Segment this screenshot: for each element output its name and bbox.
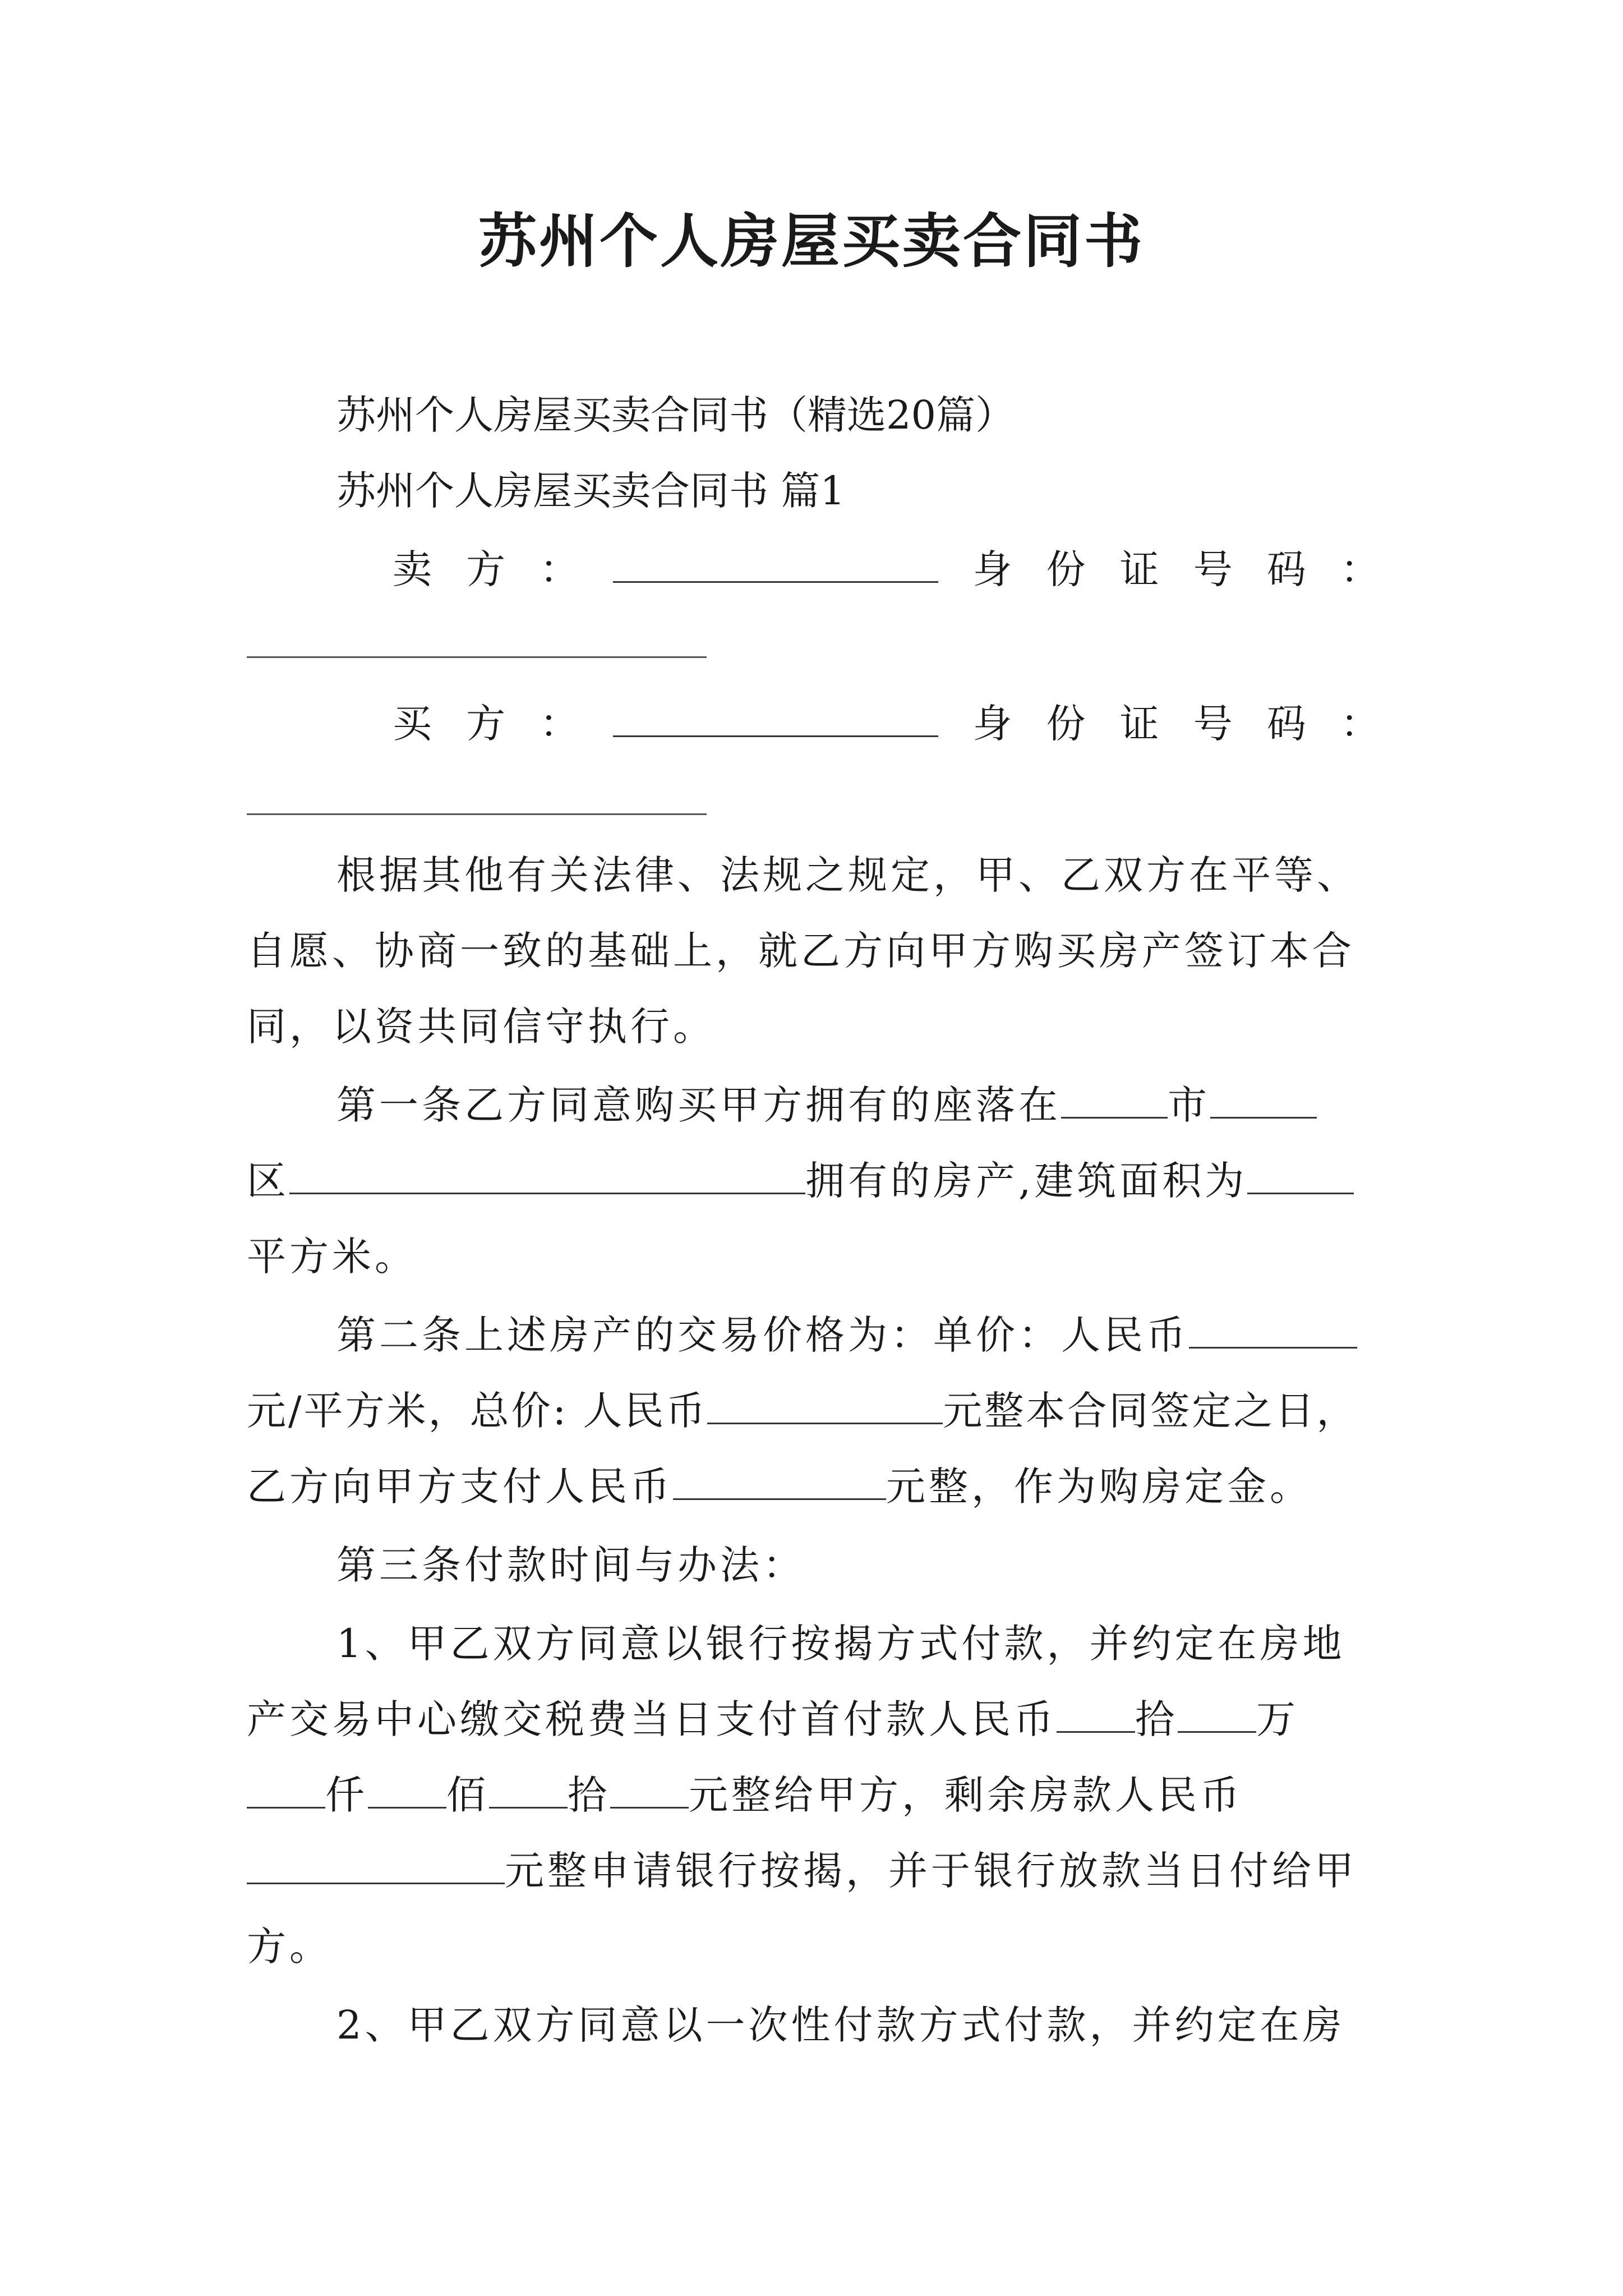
total-price-blank[interactable]: [707, 1391, 943, 1424]
article3-p1-text-a: 产交易中心缴交税费当日支付首付款人民币: [247, 1696, 1057, 1742]
article2-text-a: 第二条上述房产的交易价格为：单价：人民币: [336, 1312, 1189, 1358]
article2-line-3: [247, 1458, 1391, 1515]
buyer-id-1: 身: [972, 701, 1012, 747]
article3-p1-text-d: 仟: [325, 1772, 368, 1818]
down-payment-blank-2[interactable]: [1178, 1700, 1256, 1733]
para1-line-2: 自愿、协商一致的基础上，就乙方向甲方购买房产签订本合: [247, 928, 1355, 974]
article3-p1-text-e: 佰: [446, 1772, 489, 1818]
seller-id-colon: ：: [1340, 546, 1380, 592]
seller-id-2: 份: [1046, 546, 1086, 592]
article3-p1-line-5: 方。: [247, 1924, 332, 1970]
down-payment-blank-1[interactable]: [1057, 1700, 1135, 1733]
address-blank[interactable]: [289, 1161, 805, 1194]
article2-line-2: [247, 1383, 1391, 1439]
seller-id-blank[interactable]: [247, 656, 707, 658]
article3-p1-line-2: [247, 1691, 1391, 1747]
article3-p1-text-h: 元整申请银行按揭，并于银行放款当日付给甲: [505, 1848, 1357, 1894]
article1-line-3: 平方米。: [247, 1234, 417, 1280]
buyer-id-4: 号: [1193, 701, 1233, 747]
article3-p1-text-f: 拾: [568, 1772, 610, 1818]
seller-id-3: 证: [1119, 546, 1159, 592]
down-payment-blank-4[interactable]: [368, 1775, 446, 1809]
section-heading: 苏州个人房屋买卖合同书 篇1: [336, 468, 845, 514]
subtitle: 苏州个人房屋买卖合同书（精选20篇）: [336, 392, 1015, 438]
document-title: 苏州个人房屋买卖合同书: [478, 206, 1145, 275]
buyer-label-2: 方: [466, 701, 506, 747]
para1-line-3: 同，以资共同信守执行。: [247, 1004, 716, 1050]
seller-label-1: 卖: [393, 546, 432, 592]
article3-title: 第三条付款时间与办法：: [336, 1542, 805, 1588]
article2-text-e: 元整，作为购房定金。: [886, 1464, 1312, 1510]
down-payment-blank-3[interactable]: [247, 1775, 325, 1809]
area-blank[interactable]: [1247, 1161, 1354, 1194]
buyer-name-blank[interactable]: [613, 704, 938, 737]
seller-line: [393, 541, 1380, 597]
article2-text-c: 元整本合同签定之日，: [943, 1388, 1358, 1434]
district-blank-1[interactable]: [1210, 1085, 1317, 1119]
article1-line-2: [247, 1153, 1391, 1209]
article3-p1-line-3: [247, 1767, 1391, 1823]
unit-price-blank[interactable]: [1189, 1315, 1357, 1349]
para1-line-1: 根据其他有关法律、法规之规定，甲、乙双方在平等、: [336, 852, 1359, 898]
article1-text-b: 市: [1168, 1082, 1210, 1128]
article1-text-d: 拥有的房产,建筑面积为: [805, 1158, 1248, 1204]
city-blank[interactable]: [1061, 1085, 1168, 1119]
seller-colon: ：: [540, 546, 579, 592]
article1-text-c: 区: [247, 1158, 289, 1204]
article3-p1-text-c: 万: [1256, 1696, 1299, 1742]
article3-p1-text-b: 拾: [1135, 1696, 1178, 1742]
article3-p2-line-1: 2、甲乙双方同意以一次性付款方式付款，并约定在房: [336, 2002, 1345, 2048]
article1-text-a: 第一条乙方同意购买甲方拥有的座落在: [336, 1082, 1061, 1128]
deposit-blank[interactable]: [673, 1467, 886, 1500]
article2-text-d: 乙方向甲方支付人民币: [247, 1464, 673, 1510]
seller-id-1: 身: [972, 546, 1012, 592]
article3-p1-text-g: 元整给甲方，剩余房款人民币: [689, 1772, 1243, 1818]
seller-label-2: 方: [466, 546, 506, 592]
down-payment-blank-6[interactable]: [610, 1775, 689, 1809]
buyer-id-5: 码: [1266, 701, 1306, 747]
article3-p1-line-1: 1、甲乙双方同意以银行按揭方式付款，并约定在房地: [336, 1621, 1345, 1667]
article1-line-1: [336, 1077, 1481, 1133]
buyer-colon: ：: [540, 701, 579, 747]
article2-text-b: 元/平方米，总价: 人民币: [247, 1388, 708, 1434]
seller-name-blank[interactable]: [613, 550, 938, 583]
buyer-id-2: 份: [1046, 701, 1086, 747]
seller-id-4: 号: [1193, 546, 1233, 592]
buyer-label-1: 买: [393, 701, 432, 747]
loan-amount-blank[interactable]: [247, 1851, 505, 1884]
buyer-id-colon: ：: [1340, 701, 1380, 747]
buyer-id-blank[interactable]: [247, 813, 707, 815]
article2-line-1: [336, 1307, 1481, 1363]
article3-p1-line-4: [247, 1843, 1391, 1899]
down-payment-blank-5[interactable]: [489, 1775, 568, 1809]
seller-id-5: 码: [1266, 546, 1306, 592]
buyer-id-3: 证: [1119, 701, 1159, 747]
buyer-line: [393, 696, 1380, 752]
